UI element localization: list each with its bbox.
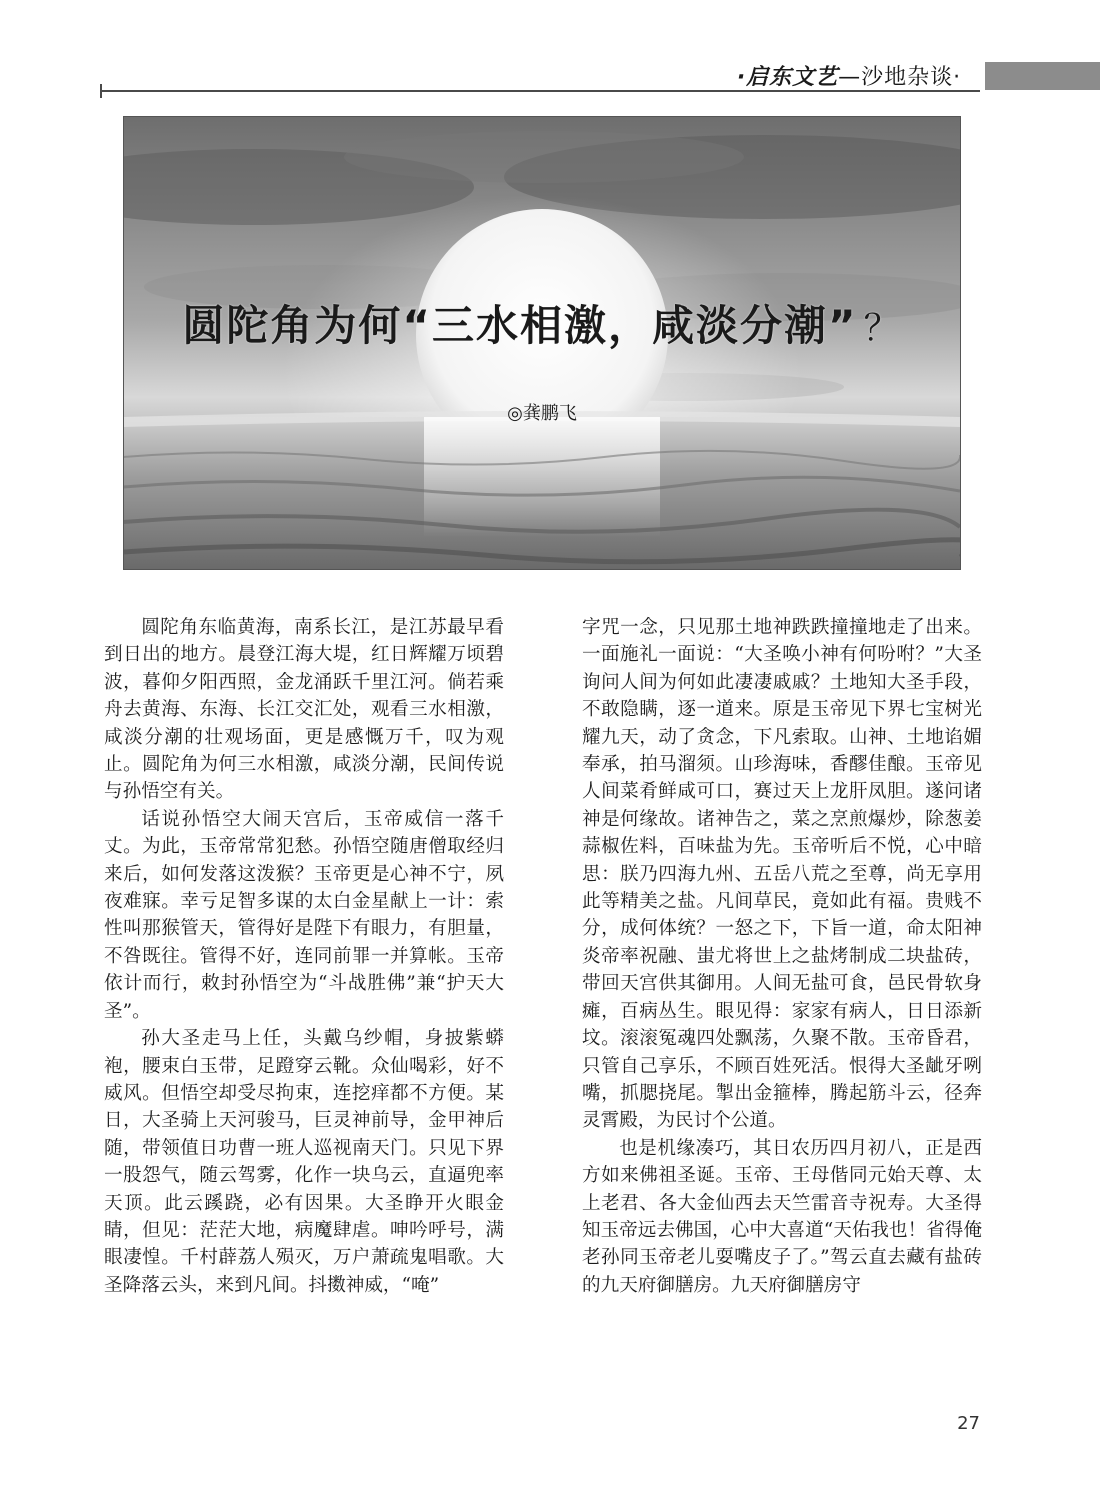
paragraph: 孙大圣走马上任，头戴乌纱帽，身披紫蟒袍，腰束白玉带，足蹬穿云靴。众仙喝彩，好不威风。但悟空却受尽拘束，连挖痒都不方便。某日，大圣骑上天河骏马，巨灵神前导，金甲神后随，带领值日功曹一班人巡视南天门。只见下界一股怨气，随云驾雾，化作一块乌云，直逼兜率天顶。此云蹊跷，必有因果。大圣睁开火眼金睛，但见：茫茫大地，病魔肆虐。呻吟呼号，满眼凄惶。千村薜荔人殒灭，万户萧疏鬼唱歌。大圣降落云头，来到凡间。抖擞神威，“唵” <box>104 1028 504 1296</box>
paragraph-continued: 字咒一念，只见那土地神跌跌撞撞地走了出来。一面施礼一面说：“大圣唤小神有何吩咐？”大圣询问人间为何如此凄凄戚戚？土地知大圣手段，不敢隐瞒，逐一道来。原是玉帝见下界七宝树光耀九天，动了贪念，下凡索取。山神、土地谄媚奉承，拍马溜须。山珍海味，香醪佳酿。玉帝见人间菜肴鲜咸可口，赛过天上龙肝凤胆。遂问诸神是何缘故。诸神告之，菜之烹煎爆炒，除葱姜蒜椒佐料，百味盐为先。玉帝听后不悦，心中暗思：朕乃四海九州、五岳八荒之至尊，尚无享用此等精美之盐。凡间草民，竟如此有福。贵贱不分，成何体统？一怒之下，下旨一道，命太阳神炎帝率祝融、蚩尤将世上之盐烤制成二块盐砖，带回天宫供其御用。人间无盐可食，邑民骨软身瘫，百病丛生。眼见得：家家有病人，日日添新坟。滚滚冤魂四处飘荡，久聚不散。玉帝昏君，只管自己享乐，不顾百姓死活。恨得大圣龇牙咧嘴，抓腮挠尾。掣出金箍棒，腾起筋斗云，径奔灵霄殿，为民讨个公道。 <box>582 617 982 1132</box>
article-title <box>124 293 960 353</box>
running-header-section: ·启东文艺 <box>736 64 839 90</box>
article-author: ◎龚鹏飞 <box>507 403 577 424</box>
hero-image <box>123 116 961 570</box>
article-title-question-mark: ？ <box>863 308 902 349</box>
running-header <box>720 60 978 90</box>
text-column-right <box>582 614 982 1299</box>
text-column-left <box>104 614 504 1299</box>
header-gray-block <box>985 62 1100 90</box>
paragraph: 也是机缘凑巧，其日农历四月初八，正是西方如来佛祖圣诞。玉帝、王母偕同元始天尊、太上老君、各大金仙西去天竺雷音寺祝寿。大圣得知玉帝远去佛国，心中大喜道“天佑我也！省得俺老孙同玉帝老儿耍嘴皮子了。”驾云直去藏有盐砖的九天府御膳房。九天府御膳房守 <box>582 1137 982 1296</box>
running-header-column: —沙地杂谈· <box>838 64 962 90</box>
paragraph: 话说孙悟空大闹天宫后，玉帝威信一落千丈。为此，玉帝常常犯愁。孙悟空随唐僧取经归来后，如何发落这泼猴？玉帝更是心神不宁，夙夜难寐。幸亏足智多谋的太白金星献上一计：索性叫那猴管天，管得好是陛下有眼力，有胆量，不咎既往。管得不好，连同前罪一并算帐。玉帝依计而行，敕封孙悟空为“斗战胜佛”兼“护天大圣”。 <box>104 808 504 1022</box>
page-number: 27 <box>957 1413 980 1434</box>
paragraph: 圆陀角东临黄海，南系长江，是江苏最早看到日出的地方。晨登江海大堤，红日辉耀万顷碧波，暮仰夕阳西照，金龙涌跃千里江河。倘若乘舟去黄海、东海、长江交汇处，观看三水相激，咸淡分潮的壮观场面，更是感慨万千，叹为观止。圆陀角为何三水相激，咸淡分潮，民间传说与孙悟空有关。 <box>104 617 504 803</box>
article-title-text: 圆陀角为何“三水相激，咸淡分潮” <box>182 301 858 350</box>
